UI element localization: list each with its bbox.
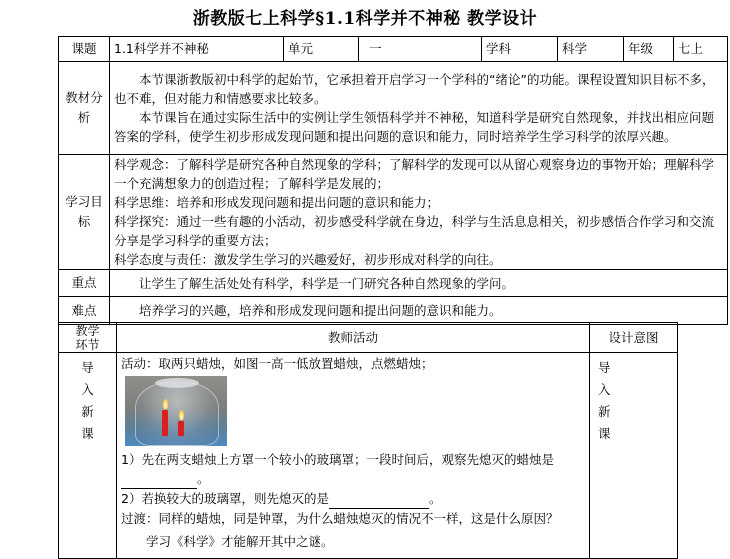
mu-biao-label: 学习目标 — [59, 155, 110, 270]
info-row-nan-dian — [59, 297, 728, 325]
info-row-zhong-dian — [59, 270, 728, 297]
question-1: 1）先在两支蜡烛上方罩一个较小的玻璃罩；一段时间后，观察先熄灭的蜡烛是 。 — [121, 450, 585, 489]
ke-ti-value: 1.1科学并不神秘 — [110, 37, 284, 62]
info-row-mu-biao — [59, 155, 728, 270]
info-row-jiao-cai — [59, 62, 728, 155]
mu-biao-line: 科学探究：通过一些有趣的小活动，初步感受科学就在身边，科学与生活息息相关，初步感悟合作学习和交流分享是学习科学的重要方法； — [114, 214, 715, 248]
candle-jar-photo — [125, 376, 227, 446]
ke-ti-label: 课题 — [59, 37, 110, 62]
stage-cell: 导入新课 — [59, 353, 117, 559]
nian-ji-value: 七上 — [674, 37, 728, 62]
transition-text: 过渡：同样的蜡烛，同是钟罩，为什么蜡烛熄灭的情况不一样，这是什么原因？ — [121, 511, 559, 526]
activity-intro: 活动：取两只蜡烛，如图一高一低放置蜡烛，点燃蜡烛； — [121, 356, 434, 371]
jar-rim — [155, 378, 199, 388]
mu-biao-line: 科学思维：培养和形成发现问题和提出问题的意识和能力； — [114, 195, 440, 210]
tall-candle — [162, 410, 168, 436]
zhong-dian-label: 重点 — [59, 270, 110, 297]
header-activity: 教师活动 — [117, 323, 590, 353]
question-2: 2）若换较大的玻璃罩，则先熄灭的是 。 — [121, 489, 585, 509]
page-title: 浙教版七上科学§1.1科学并不神秘 教学设计 — [192, 9, 538, 29]
intent-cell: 导入新课 — [590, 353, 678, 559]
answer-blank-2[interactable] — [329, 489, 429, 509]
dan-yuan-value: 一 — [359, 37, 482, 62]
zhong-dian-value: 让学生了解生活处处有科学，科学是一门研究各种自然现象的学问。 — [139, 275, 515, 291]
closing-text: 学习《科学》才能解开其中之谜。 — [146, 534, 334, 549]
xue-ke-value: 科学 — [558, 37, 624, 62]
nan-dian-value: 培养学习的兴趣，培养和形成发现问题和提出问题的意识和能力。 — [139, 303, 502, 318]
lesson-row-intro — [59, 353, 678, 559]
dan-yuan-label: 单元 — [284, 37, 359, 62]
tall-candle-flame — [163, 399, 168, 409]
info-table — [58, 36, 728, 325]
glass-jar — [135, 382, 219, 446]
xue-ke-label: 学科 — [482, 37, 558, 62]
lesson-table — [58, 322, 678, 559]
mu-biao-line: 科学态度与责任：激发学生学习的兴趣爱好，初步形成对科学的向往。 — [114, 252, 502, 267]
jiao-cai-paragraph-1: 本节课浙教版初中科学的起始节，它承担着开启学习一个学科的“绪论”的功能。课程设置知识目标不多，也不难，但对能力和情感要求比较多。 — [114, 72, 715, 106]
jiao-cai-paragraph-2: 本节课旨在通过实际生活中的实例让学生领悟科学并不神秘，知道科学是研究自然现象，并找出相应问题答案的学科，使学生初步形成发现问题和提出问题的意识和能力，同时培养学生学习科学的浓厚兴趣。 — [114, 110, 715, 144]
header-intent: 设计意图 — [590, 323, 678, 353]
short-candle — [178, 421, 184, 436]
info-row-ke-ti — [59, 37, 728, 62]
nan-dian-label: 难点 — [59, 297, 110, 325]
nian-ji-label: 年级 — [624, 37, 674, 62]
short-candle-flame — [179, 410, 184, 420]
lesson-header-row — [59, 323, 678, 353]
mu-biao-line: 科学观念：了解科学是研究各种自然现象的学科；了解科学的发现可以从留心观察身边的事物开始；理解科学一个充满想象力的创造过程；了解科学是发展的； — [114, 157, 715, 191]
jiao-cai-label: 教材分析 — [59, 62, 110, 155]
answer-blank-1[interactable] — [121, 469, 197, 489]
header-stage: 教学环节 — [59, 323, 117, 353]
